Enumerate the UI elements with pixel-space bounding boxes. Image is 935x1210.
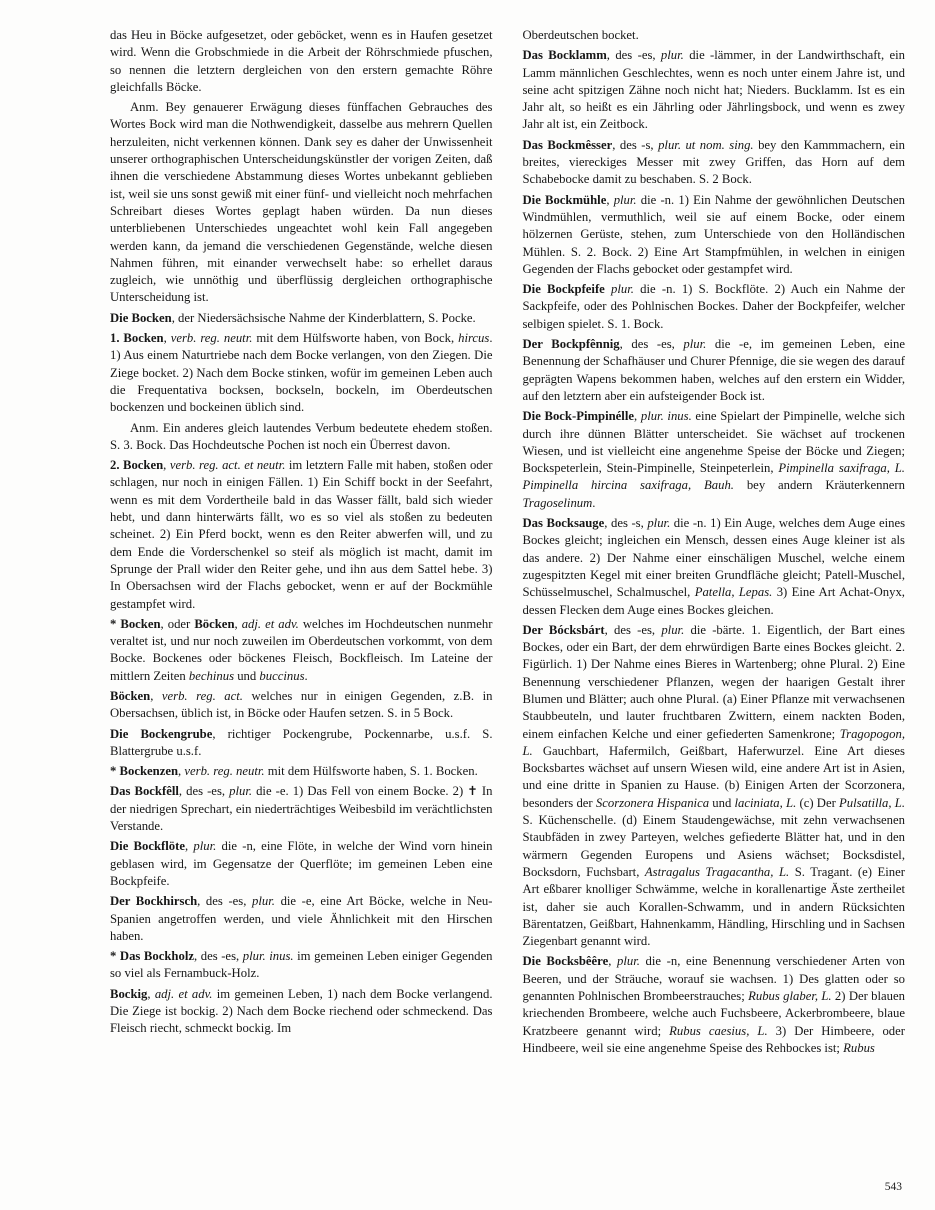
body-text: die -e. 1) Das Fell von einem Bocke. 2) ✝ In der niedrigen Sprechart, ein niederträchtiges Weibesbild im verächtlichsten Verstande. — [110, 784, 493, 834]
body-text: , der Niedersächsische Nahme der Kinderblattern, S. Pocke. — [171, 310, 476, 325]
body-text: welches nur in einigen Gegenden, z.B. in Obersachsen, üblich ist, in Böcke oder Haufen setzen. S. in 5 Bock. — [110, 688, 493, 721]
latin-term: laciniata, L. — [734, 795, 797, 810]
latin-term: plur. — [611, 282, 634, 297]
body-text: , des -es, — [619, 337, 684, 352]
headword: Bockig — [110, 986, 148, 1001]
body-text: S. Tragant. (e) Einer Art eßbarer knolliger Schwämme, welche in korallenartige Äste zertheilet ist, daher sie auch Korallen-Schwamm, und in andern Rücksichten Bärentatzen, Geißbart, Hahnenkamm, Händling, Hirschling und in Sachsen Ziegenbart genannt wird. — [522, 864, 906, 949]
entry-bockpfeife — [523, 281, 906, 333]
body-text: . 1) Aus einem Naturtriebe nach dem Bocke verlangen, von den Ziegen. Die Ziege bocket. 2) Nach dem Bocke stinken, wofür im gemeinen Leben auch die Frequentativa bocksen, bockseln, bockeln, im Oberdeutschen bockenzen und bockeinen üblich sind. — [110, 331, 493, 415]
latin-term: plur. — [193, 839, 217, 854]
body-text: bey den Kammmachern, ein breites, viereckiges Messer mit zwey Griffen, das Horn auf dem Schabebocke damit zu beschaben. S. 2 Bock. — [522, 137, 905, 187]
headword: Das Bocksauge — [522, 516, 605, 531]
headword: Die Bocken — [110, 310, 172, 325]
body-text: eine Spielart der Pimpinelle, welche sich durch ihre dünnen Blätter unterscheidet. Sie wächset auf trockenen Wiesen, und ist vielleicht eine angenehme Speise der Böcke und Ziegen; Bockspeterlein, Stein-Pimpinelle, Steinpeterlein, — [522, 409, 906, 476]
body-text: Anm. Ein anderes gleich lautendes Verbum bedeutete ehedem stoßen. S. 3. Bock. Das Hochdeutsche Pochen ist noch ein Überrest davon. — [110, 420, 493, 452]
body-text: im letztern Falle mit haben, stoßen oder schlagen, nur noch in einigen Fällen. 1) Ein Schiff bockt in der Seefahrt, wenn es mit dem Vordertheile bald in das Wasser fällt, bald sich wieder hebt, und dann hinterwärts fällt, wo es so viel als stoßen zu bedeuten scheinet. 2) Ein Pferd bockt, wenn es den Reiter abwerfen will, und zu dem Ende die Vorderschenkel so steif als möglich ist macht, damit im Sprunge der Prall wider den Reiter gehe, und ihn aus dem Sattel hebe. 3) In Obersachsen wird der Flachs gebocket, wenn er auf der Bockmühle gestampfet wird. — [110, 458, 493, 611]
body-text: Gauchbart, Hafermilch, Geißbart, Haferwurzel. Eine Art dieses Bocksbartes wächset auf unsern Wiesen wild, eine andere Art ist in Asien, und eine dritte in Spanien zu Hause. (b) Einigen Arten der Scorzonera, besonders der — [522, 743, 905, 810]
latin-term: Rubus caesius, L. — [669, 1023, 768, 1038]
latin-term: bechinus — [188, 668, 235, 683]
entry-bockmesser — [523, 137, 906, 189]
body-text: , des -s, — [604, 516, 648, 531]
body-text: , — [178, 764, 185, 779]
latin-term: plur. — [660, 48, 684, 63]
entry-2-bocken — [110, 457, 493, 613]
page-number: 543 — [884, 1181, 902, 1193]
entry-bockmuehle — [523, 192, 906, 278]
latin-term: verb. reg. act. — [161, 688, 243, 703]
latin-term: hircus — [458, 331, 490, 346]
headword: Die Bock-Pimpinélle — [522, 409, 634, 424]
latin-term: buccinus — [259, 668, 305, 683]
body-text: , des -es, — [197, 894, 253, 909]
latin-term: plur. inus. — [640, 409, 692, 424]
body-text: im gemeinen Leben, 1) nach dem Bocke verlangend. Die Ziege ist bockig. 2) Nach dem Bocke riechend oder schmeckend. Das Fleisch riecht, schmeckt bockig. Im — [110, 986, 493, 1036]
continuation-text — [110, 27, 493, 96]
entry-bocksbeere — [523, 953, 906, 1057]
body-text: . — [304, 668, 308, 683]
headword: Das Bockmêsser — [522, 137, 613, 152]
body-text: im gemeinen Leben einiger Gegenden so viel als Fernambuck-Holz. — [110, 949, 493, 981]
headword: Die Bockpfeife — [522, 282, 605, 297]
headword: Der Bockhirsch — [110, 894, 198, 909]
headword: Die Bockflöte — [110, 839, 185, 854]
latin-term: Patella, Lepas. — [694, 585, 773, 600]
entry-bocken-adj — [110, 616, 493, 685]
entry-boecken — [110, 688, 493, 723]
latin-term: Rubus — [843, 1040, 875, 1055]
headword: Böcken — [194, 616, 235, 631]
body-text: und — [709, 795, 735, 810]
body-text: , des -es, — [606, 48, 661, 63]
headword: 2. Bocken — [110, 458, 164, 473]
body-text: die -e, im gemeinen Leben, eine Benennung der Schafhäuser und Churer Pfennige, die sie wegen des darauf geprägten Wapens bekommen haben, welches auf den erstern ein Widder, auf den letztern aber ein aufsteigender Bock ist. — [522, 337, 905, 403]
body-text: die -e, eine Art Böcke, welche in Neu-Spanien angetroffen werden, und viele Ähnlichkeit mit den Hirschen haben. — [110, 894, 493, 943]
latin-term: plur. ut nom. sing. — [658, 137, 754, 152]
latin-term: Pimpinella saxifraga, L. Pimpinella hircina saxifraga, Bauh. — [522, 461, 905, 493]
body-text: welches im Hochdeutschen nunmehr veraltet ist, und nur noch zuweilen im Oberdeutschen vorkommt, von dem Bocke. Bockenes oder böckenes Fleisch, Bockfleisch. Im Lateine der mittlern Zeiten — [110, 616, 493, 683]
body-text: , — [163, 458, 170, 473]
body-text: die -lämmer, in der Landwirthschaft, ein Lamm männlichen Geschlechtes, wenn es noch unter einem Jahre ist, und seine acht spitzigen Zähne noch nicht hat; Nieders. Bucklamm. Ist es ein Jahr alt, so heißt es ein Jährling oder Jährlingsbock, und wenn es zwey Jahr alt ist, ein Zeitbock. — [522, 48, 905, 132]
column-1 — [110, 27, 493, 1060]
headword: Das Bockfêll — [110, 784, 179, 799]
headword: 1. Bocken — [110, 331, 164, 346]
entry-bockfell — [110, 783, 493, 835]
headword: Die Bocksbêêre — [522, 954, 609, 969]
body-text: die -bärte. 1. Eigentlich, der Bart eines Bockes, oder ein Bart, der dem ehrwürdigen Barte eines Bockes gleicht. 2. Figürlich. 1) Der Nahme eines Bieres in Wartenberg; ohne Plural. 2) Eine Benennung verschiedener Pflanzen, wegen der haarigen Gestalt ihrer Blumen und Blätter; auch ohne Plural. (a) Einer Pflanze mit verwachsenen Staubbeuteln, und lauter fruchtbaren Zwittern, einem nackten Boden, einem einfachen Kelche und einer gefiederten Samenkrone; — [522, 622, 905, 741]
entry-bockenzen — [110, 763, 493, 780]
latin-term: plur. — [617, 954, 640, 969]
body-text: , — [150, 688, 162, 703]
body-text: , — [634, 409, 641, 424]
body-text: (c) Der — [796, 795, 840, 810]
entry-bockpfennig — [523, 336, 906, 405]
body-text: , — [234, 616, 242, 631]
entry-die-bocken — [110, 310, 493, 327]
body-text: die -n. 1) Ein Nahme der gewöhnlichen Deutschen Windmühlen, vermuthlich, weil sie auf einem Bocke, oder einem hölzernen Gerüste, stehen, zum Unterschiede von den Holländischen Mühlen. S. 2. Bock. 2) Eine Art Stampfmühlen, in welchen in einigen Gegenden der Flachs gebocket oder gestampfet wird. — [522, 192, 905, 276]
entry-bockengrube — [110, 726, 493, 761]
body-text: , des -es, — [604, 622, 662, 637]
latin-term: plur. — [647, 516, 671, 531]
headword: Der Bockpfênnig — [522, 337, 620, 352]
latin-term: plur. — [683, 337, 707, 352]
body-text: die -n. 1) S. Bockflöte. 2) Auch ein Nahme der Sackpfeife, oder des Pohlnischen Bockes. Daher der Bockpfeifer, welcher selbigen spielet. S. 1. Bock. — [522, 282, 906, 331]
body-text: Anm. Bey genauerer Erwägung dieses fünffachen Gebrauches des Wortes Bock wird man die Nothwendigkeit, dasselbe aus mehrern Quellen herzuleiten, nicht verkennen können. Dank sey es daher der Unwissenheit unserer orthographischen Unterscheidungskünstler der vorigen Zeiten, daß ihnen die verschiedene Abstammung dieses Wortes unbekannt geblieben ist, weil sie uns sonst gewiß mit einer fünf- und vielleicht noch mehrfachen Schreibart dieses Wortes geplagt haben würden. Da nun dieses unterbliebenen Unterschiedes ungeachtet wohl kein Fall angegeben werden kann, da jemand die verschiedenen Gegenstände, welche diesen Nahmen führen, mit einander verwechselt habe: so erhellet daraus zugleich, wie unnöthig und überflüssig dergleichen orthographische Unterscheidung ist. — [110, 100, 493, 305]
headword: * Bockenzen — [110, 764, 179, 779]
body-text: mit dem Hülfsworte haben, S. 1. Bocken. — [264, 764, 478, 779]
headword: Die Bockengrube — [110, 726, 213, 741]
latin-term: verb. reg. neutr. — [170, 331, 253, 346]
entry-bock-pimpinelle — [523, 408, 906, 512]
headword: * Das Bockholz — [110, 949, 194, 964]
body-text: die -n. 1) Ein Auge, welches dem Auge eines Bockes gleicht; ingleichen ein Mensch, dessen eines Auge kleiner ist als das andere. 2) Der Nahme einer einschäligen Muschel, welche einem zugespitzten Kegel mit einer breiten Grundfläche gleicht; Patell-Muschel, Schüsselmuschel, Schalmuschel, — [522, 516, 906, 600]
body-text: 3) Eine Art Achat-Onyx, dessen Flecken dem Auge eines Bockes gleichen. — [522, 585, 905, 617]
body-text: bey andern Kräuterkennern — [733, 478, 905, 493]
latin-term: plur. — [661, 622, 685, 637]
latin-term: adj. et adv. — [241, 616, 299, 631]
latin-term: verb. reg. neutr. — [184, 764, 265, 779]
entry-bocksbart — [523, 622, 906, 951]
headword: * Bocken — [110, 616, 161, 631]
body-text: 2) Der blauen kriechenden Brombeere, welche auch Fuchsbeere, Ackerbrombeere, blaue Kratzbeere genannt wird; — [522, 989, 905, 1038]
entry-bockig — [110, 986, 493, 1038]
body-text: das Heu in Böcke aufgesetzet, oder geböcket, wenn es in Haufen gesetzet wird. Wenn die Grobschmiede in die Arbeit der Röhrschmiede pfuschen, so nennen die letztern dergleichen von den erstern gemachte Röhre gleichfalls Böcke. — [110, 28, 493, 94]
body-text: , richtiger Pockengrube, Pockennarbe, u.s.f. S. Blattergrube u.s.f. — [110, 726, 493, 758]
latin-term: Tragoselinum — [522, 495, 593, 510]
body-text: , — [608, 954, 617, 969]
headword: Böcken — [110, 688, 151, 703]
text-columns — [110, 27, 905, 1060]
entry-bockfloete — [110, 838, 493, 890]
latin-term: Tragopogon, L. — [522, 726, 905, 758]
anmerkung — [110, 99, 493, 307]
body-text: , des -es, — [178, 784, 230, 799]
body-text: , — [606, 192, 614, 207]
body-text: , des -s, — [612, 137, 659, 152]
body-text: , des -es, — [193, 949, 243, 964]
entry-bockholz — [110, 948, 493, 983]
body-text: . — [592, 495, 596, 510]
body-text: , — [184, 839, 194, 854]
body-text: mit dem Hülfsworte haben, von Bock, — [252, 331, 459, 346]
anmerkung — [110, 420, 493, 455]
headword: Das Bocklamm — [522, 48, 607, 63]
latin-term: adj. et adv. — [154, 986, 213, 1001]
latin-term: Pulsatilla, L. — [839, 795, 905, 810]
body-text: Oberdeutschen bocket. — [522, 28, 639, 42]
headword: Die Bockmühle — [522, 192, 607, 207]
body-text: die -n, eine Benennung verschiedener Arten von Beeren, und der Sträuche, worauf sie wachsen. 1) Des glatten oder so genannten Pohlnischen Brombeerstrauches; — [522, 954, 905, 1004]
entry-bocksauge — [523, 515, 906, 619]
latin-term: plur. — [613, 192, 637, 207]
body-text: , — [163, 331, 171, 346]
entry-bocklamm — [523, 47, 906, 133]
latin-term: Rubus glaber, L. — [748, 989, 832, 1004]
entry-1-bocken — [110, 330, 493, 416]
continuation-text — [523, 27, 906, 44]
body-text: S. Küchenschelle. (d) Einem Staudengewächse, mit zehn verwachsenen Staubfäden in zwey Parteyen, welches gefiederte Blätter hat, und in den wärmern Gegenden Europens und Asiens wächset; Bocksdistel, Bocksdorn, Fuchsbart, — [522, 813, 905, 879]
column-2 — [523, 27, 906, 1060]
latin-term: verb. reg. act. et neutr. — [169, 458, 286, 473]
latin-term: Scorzonera Hispanica — [595, 795, 710, 810]
headword: Der Bócksbárt — [522, 622, 605, 637]
latin-term: plur. inus. — [242, 949, 294, 964]
body-text: die -n, eine Flöte, in welche der Wind vorn hinein geblasen wird, im Gegensatze der Querflöte; im gemeinen Leben eine Bockpfeife. — [110, 839, 493, 888]
latin-term: Astragalus Tragacantha, L. — [644, 864, 790, 879]
latin-term: plur. — [252, 894, 275, 909]
entry-bockhirsch — [110, 893, 493, 945]
body-text: 3) Der Himbeere, oder Hindbeere, weil sie eine angenehme Speise des Rehbockes ist; — [522, 1023, 905, 1055]
latin-term: plur. — [229, 784, 253, 799]
body-text: , oder — [160, 616, 195, 631]
body-text: , — [147, 986, 155, 1001]
body-text: und — [234, 668, 260, 683]
